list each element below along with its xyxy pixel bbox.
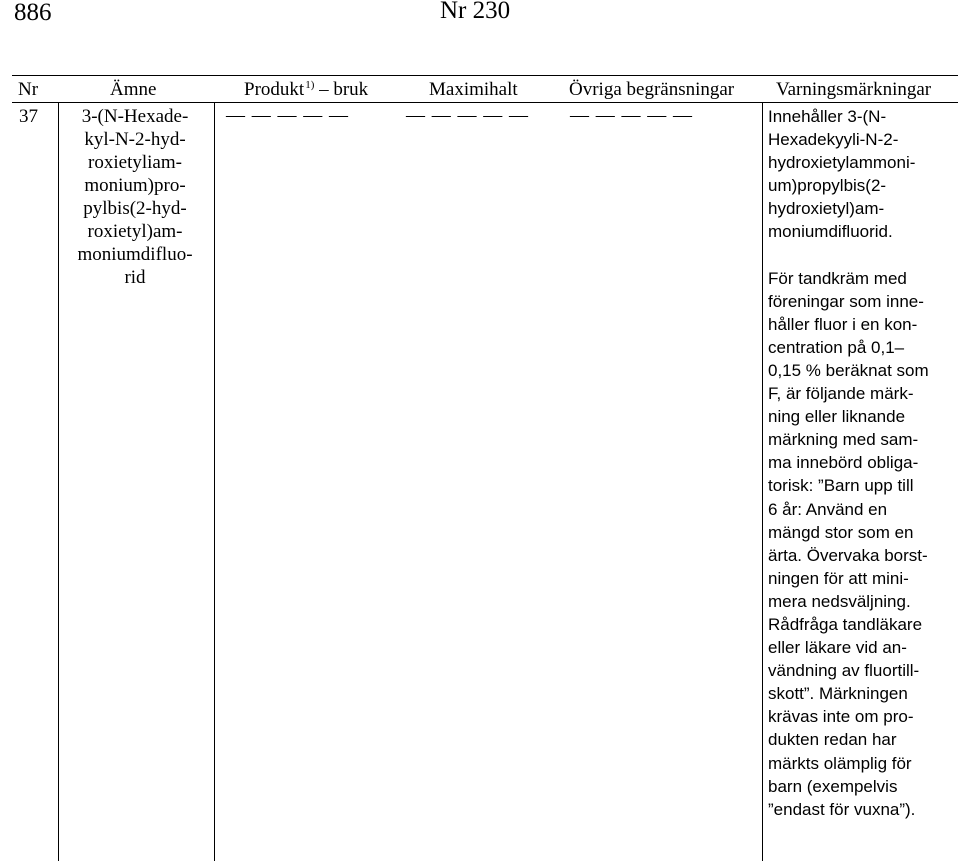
column-header-maximihalt: Maximihalt (429, 79, 518, 100)
warning-line: hydroxietylammoni- (768, 153, 916, 173)
warning-line: eller läkare vid an- (768, 638, 907, 658)
warning-line: skott”. Märkningen (768, 684, 908, 704)
produkt-dashes: — — — — — (226, 105, 349, 126)
column-header-varning: Varningsmärkningar (776, 79, 932, 100)
row-number: 37 (19, 106, 38, 127)
warning-line: Rådfråga tandläkare (768, 614, 923, 634)
substance-name (60, 105, 210, 289)
footnote-marker: 1) (305, 79, 315, 91)
substance-line: monium)pro- (84, 175, 186, 196)
page-number: 886 (14, 0, 52, 26)
column-header-amne: Ämne (110, 79, 157, 100)
substance-line: kyl-N-2-hyd- (84, 129, 186, 150)
warning-line: För tandkräm med (768, 268, 907, 288)
paragraph-gap (768, 244, 958, 267)
warning-line: ärta. Övervaka borst- (768, 545, 928, 565)
warning-line: mera nedsväljning. (768, 591, 911, 611)
warning-line: um)propylbis(2- (768, 176, 887, 196)
bruk-label: – bruk (319, 79, 369, 100)
warning-line: vändning av fluortill- (768, 661, 920, 681)
warning-line: ma innebörd obliga- (768, 453, 919, 473)
warning-line: ningen för att mini- (768, 568, 909, 588)
warning-line: mängd stor som en (768, 522, 914, 542)
warning-line: ”endast för vuxna”). (768, 799, 916, 819)
warning-line: föreningar som inne- (768, 291, 924, 311)
substance-line: 3-(N-Hexade- (81, 106, 189, 127)
warning-line: märkning med sam- (768, 430, 919, 450)
warning-line: dukten redan har (768, 730, 897, 750)
table-header-rule (12, 102, 958, 103)
warning-line: Innehåller 3-(N- (768, 107, 887, 126)
warning-line: barn (exempelvis (768, 776, 898, 796)
warning-line: F, är följande märk- (768, 384, 914, 404)
produkt-label: Produkt (244, 79, 305, 100)
warning-text (768, 105, 958, 821)
substance-line: rid (124, 267, 146, 288)
substance-line: pylbis(2-hyd- (83, 198, 187, 219)
warning-line: krävas inte om pro- (768, 707, 914, 727)
table-top-rule (12, 75, 958, 76)
ovriga-dashes: — — — — — (570, 105, 693, 126)
column-header-nr: Nr (18, 79, 39, 100)
warning-line: centration på 0,1– (768, 337, 905, 357)
column-divider (214, 102, 215, 861)
substance-line: roxietyliam- (88, 152, 182, 173)
column-divider (58, 102, 59, 861)
warning-line: hydroxietyl)am- (768, 199, 885, 219)
warning-line: märkts olämplig för (768, 753, 912, 773)
column-header-ovriga: Övriga begränsningar (569, 79, 735, 100)
warning-line: 6 år: Använd en (768, 499, 888, 519)
warning-line: håller fluor i en kon- (768, 314, 918, 334)
warning-line: torisk: ”Barn upp till (768, 476, 914, 496)
warning-line: Hexadekyyli-N-2- (768, 130, 899, 150)
substance-line: moniumdifluo- (77, 244, 193, 265)
warning-line: ning eller liknande (768, 407, 906, 427)
issue-number: Nr 230 (440, 0, 511, 24)
warning-line: 0,15 % beräknat som (768, 360, 929, 380)
substance-line: roxietyl)am- (87, 221, 183, 242)
maximihalt-dashes: — — — — — (406, 105, 529, 126)
column-divider (762, 102, 763, 861)
column-header-produkt (244, 79, 368, 101)
warning-line: moniumdifluorid. (768, 222, 893, 242)
